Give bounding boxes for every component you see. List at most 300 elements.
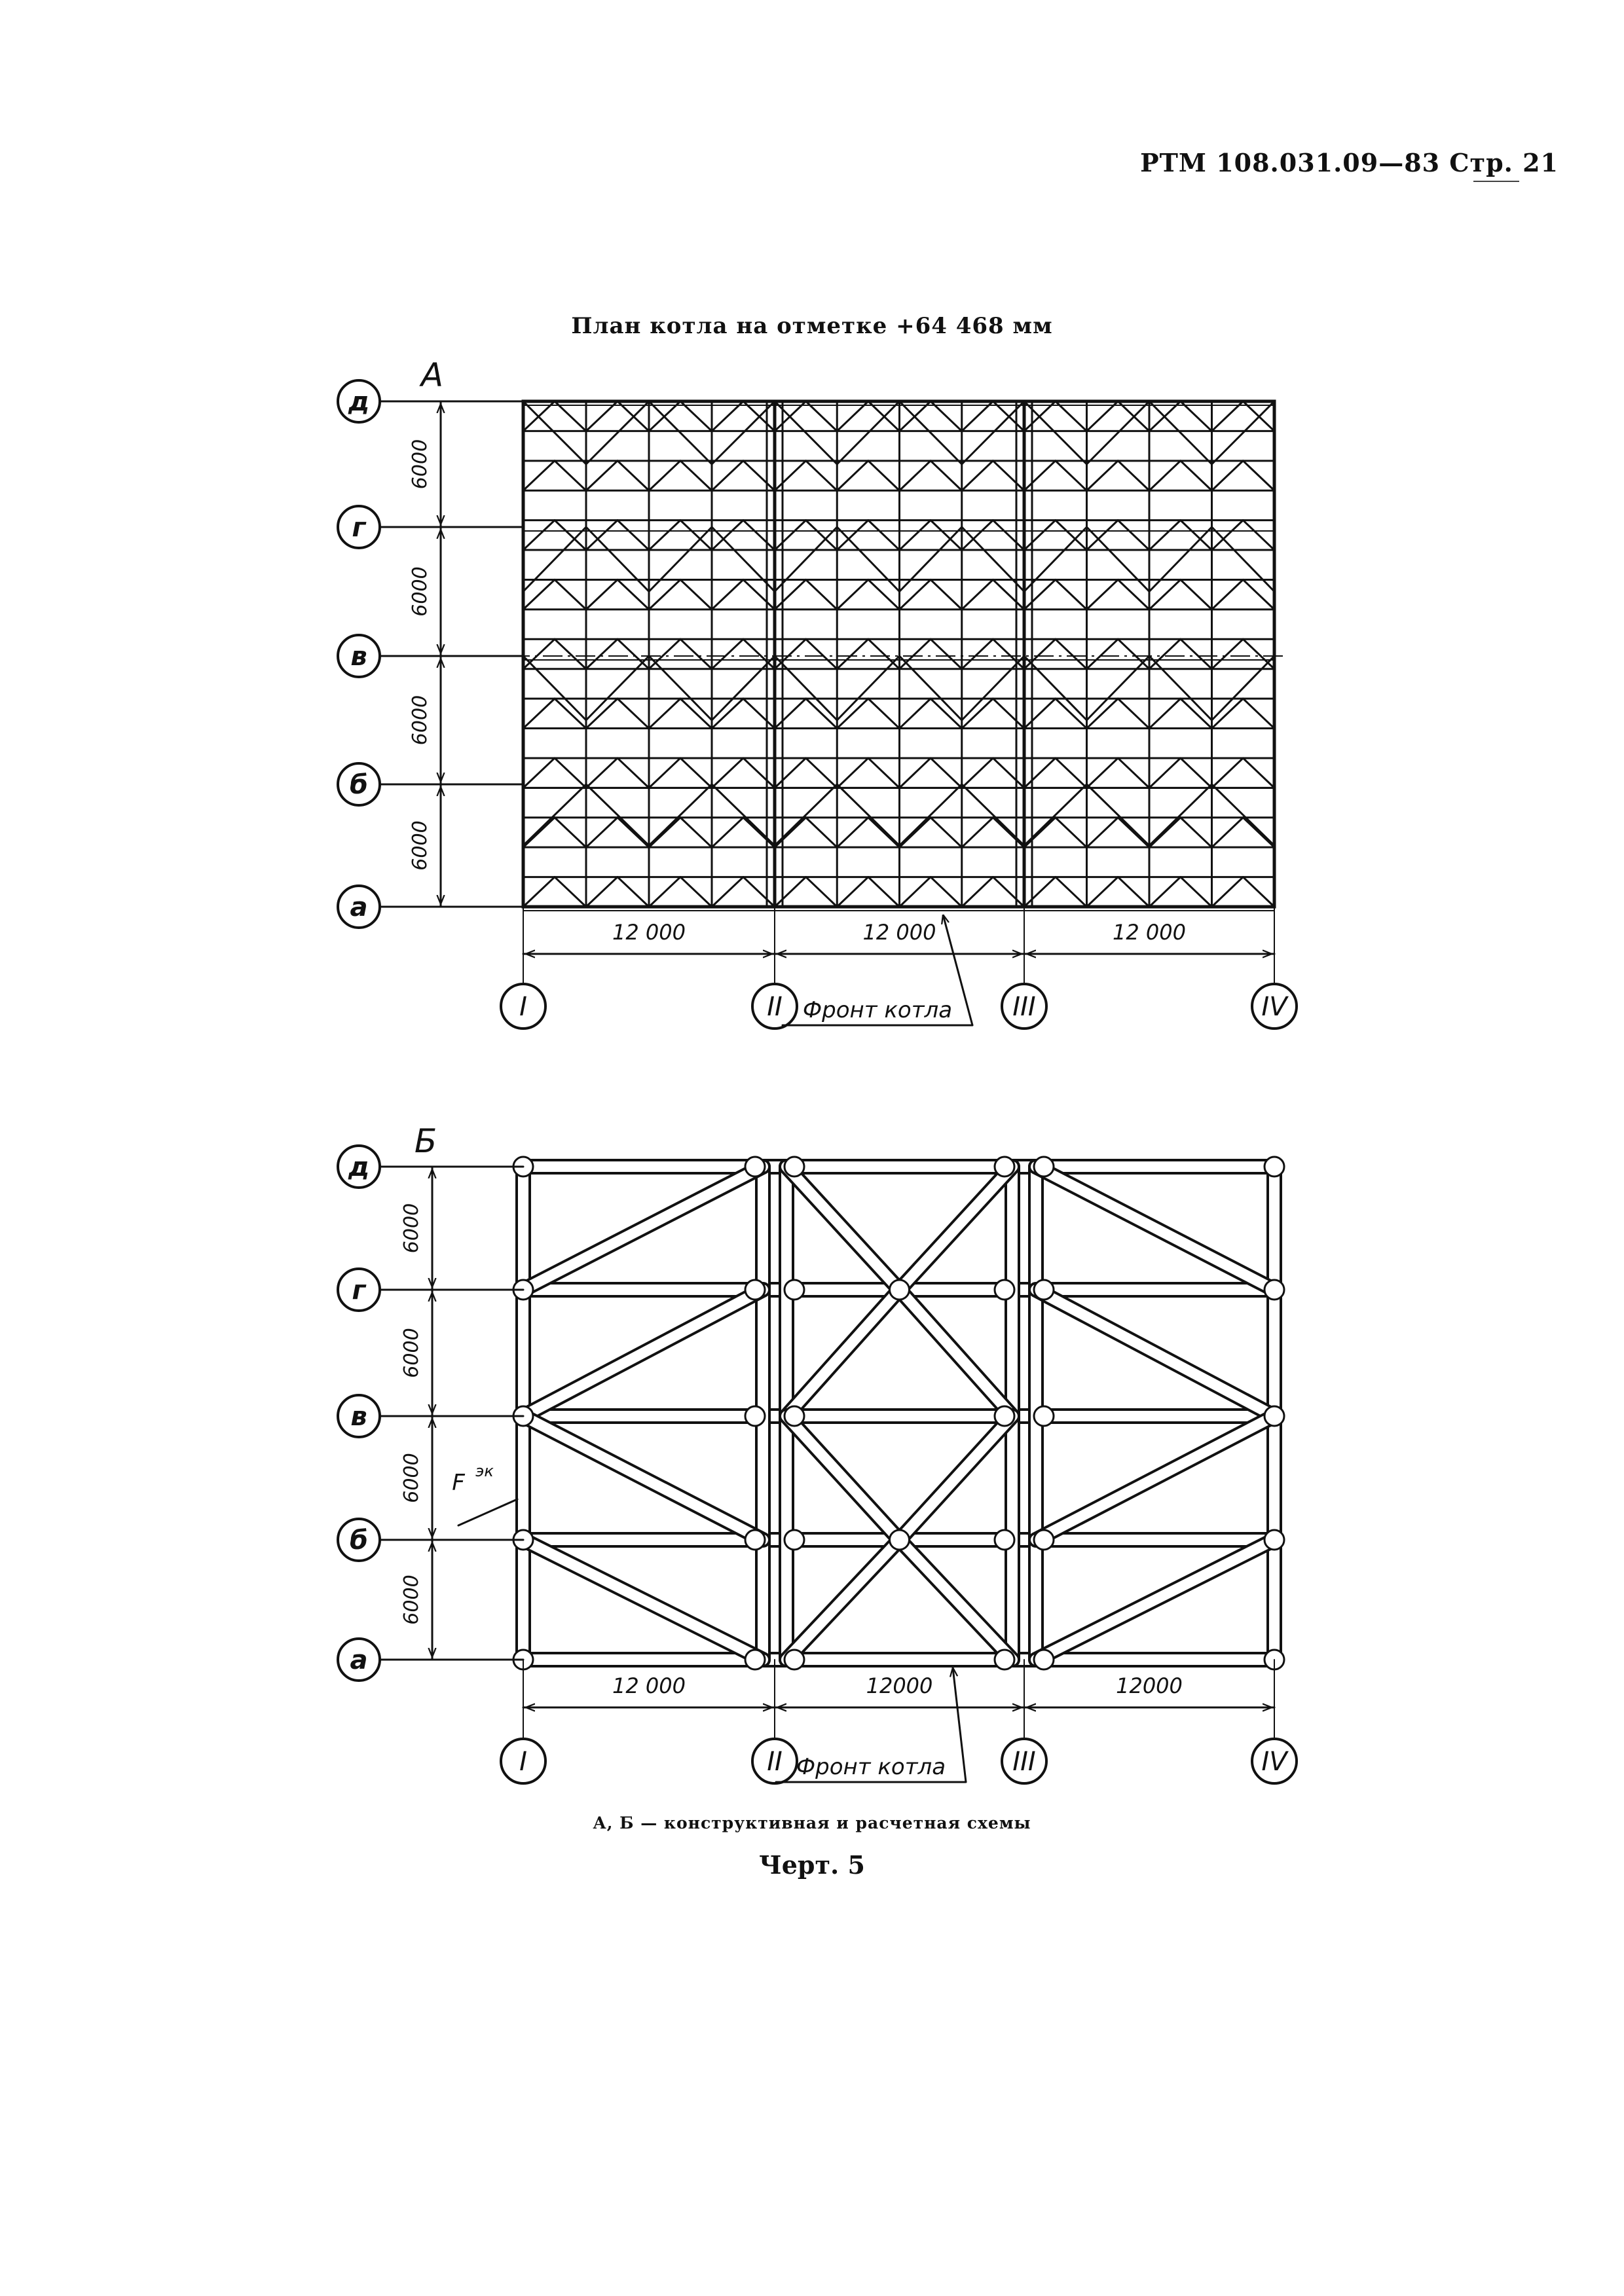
diagonal-brace (649, 527, 712, 592)
diagonal-brace (993, 461, 1024, 490)
diagonal-brace (1181, 818, 1212, 847)
diagonal-brace (1149, 656, 1212, 720)
diagonal-brace (1118, 758, 1149, 788)
diagonal-brace (1243, 520, 1274, 550)
diagonal-brace (868, 520, 900, 550)
diagonal-brace (586, 784, 649, 846)
diagonal-brace (1087, 656, 1150, 720)
diagonal-tube-core (786, 1167, 900, 1290)
diagonal-brace (868, 461, 900, 490)
column-spacing-label: 12 000 (862, 920, 936, 945)
diagonal-brace (680, 579, 712, 609)
row-axis-label: в (350, 642, 367, 672)
diagonal-tube-core (786, 1416, 900, 1540)
row-spacing-label: 6000 (409, 820, 432, 871)
diagonal-brace (900, 401, 962, 464)
node (784, 1157, 804, 1176)
diagonal-brace (806, 818, 838, 847)
diagonal-brace (712, 784, 775, 846)
diagonal-brace (555, 877, 586, 907)
diagonal-brace (837, 656, 899, 720)
diagonal-tube-core (523, 1416, 763, 1540)
diagonal-brace (1149, 758, 1181, 788)
diagonal-brace (555, 520, 586, 550)
diagonal-brace (1118, 639, 1149, 668)
diagonal-brace (1181, 758, 1212, 788)
column-axis-label: III (1012, 1747, 1036, 1777)
node (745, 1157, 765, 1176)
diagonal-brace (1024, 818, 1056, 847)
diagonal-brace (1181, 639, 1212, 668)
diagonal-brace (962, 527, 1024, 592)
diagonal-brace (931, 520, 962, 550)
diagonal-brace (1212, 401, 1275, 464)
diagonal-brace (523, 639, 555, 668)
diagonal-brace (931, 877, 962, 907)
node (784, 1280, 804, 1300)
row-axis-label: а (350, 892, 368, 922)
diagonal-brace (649, 699, 680, 728)
row-spacing-label: 6000 (400, 1575, 423, 1625)
column-spacing-label: 12 000 (1113, 920, 1186, 945)
row-axis-label: б (350, 770, 368, 800)
diagonal-brace (712, 758, 743, 788)
diagonal-brace (1118, 520, 1149, 550)
diagonal-brace (1024, 699, 1056, 728)
node (784, 1530, 804, 1550)
diagonal-brace (806, 461, 838, 490)
diagonal-brace (1243, 699, 1274, 728)
diagonal-brace (1087, 758, 1118, 788)
diagonal-brace (775, 520, 806, 550)
diagonal-brace (1087, 877, 1118, 907)
diagonal-brace (1212, 579, 1244, 609)
diagonal-brace (1024, 784, 1087, 846)
drawing-number: Черт. 5 (759, 1850, 865, 1880)
diagonal-brace (712, 877, 743, 907)
diagonal-brace (555, 639, 586, 668)
diagonal-brace (618, 877, 649, 907)
diagonal-brace (1024, 656, 1087, 720)
front-leader-arrow (953, 1667, 966, 1782)
diagonal-brace (618, 520, 649, 550)
diagonal-brace (806, 639, 838, 668)
diagonal-brace (868, 639, 900, 668)
node (890, 1280, 910, 1300)
diagonal-brace (523, 656, 586, 720)
diagonal-brace (743, 461, 775, 490)
diagonal-brace (680, 520, 712, 550)
diagonal-brace (586, 639, 618, 668)
diagonal-brace (962, 579, 993, 609)
diagonal-brace (743, 877, 775, 907)
diagonal-tube-core (786, 1540, 900, 1660)
diagonal-tube-core (1036, 1167, 1274, 1290)
node (784, 1406, 804, 1426)
node (890, 1530, 910, 1550)
diagonal-brace (1212, 758, 1244, 788)
page-header: РТМ 108.031.09—83 Стр. 21 (1140, 148, 1559, 177)
diagonal-brace (1024, 520, 1056, 550)
diagonal-brace (837, 527, 899, 592)
node (1034, 1157, 1054, 1176)
diagonal-brace (993, 877, 1024, 907)
diagonal-brace (586, 579, 618, 609)
diagonal-brace (993, 818, 1024, 847)
diagonal-brace (586, 401, 649, 464)
node (745, 1280, 765, 1300)
diagonal-brace (649, 579, 680, 609)
front-label: Фронт котла (802, 997, 953, 1023)
diagonal-brace (586, 758, 618, 788)
diagonal-brace (523, 818, 555, 847)
diagonal-brace (555, 818, 586, 847)
diagonal-brace (1056, 818, 1087, 847)
diagonal-brace (993, 520, 1024, 550)
diagonal-brace (1243, 461, 1274, 490)
diagonal-brace (523, 527, 586, 592)
diagonal-brace (1087, 639, 1118, 668)
diagonal-tube-core (900, 1290, 1013, 1416)
row-spacing-label: 6000 (400, 1203, 423, 1254)
diagonal-brace (993, 699, 1024, 728)
diagonal-brace (837, 784, 899, 846)
diagonal-brace (1243, 579, 1274, 609)
diagonal-brace (837, 461, 868, 490)
diagonal-brace (743, 579, 775, 609)
diagonal-brace (649, 758, 680, 788)
node (784, 1650, 804, 1669)
node (745, 1650, 765, 1669)
diagonal-tube-core (523, 1290, 763, 1416)
diagonal-brace (586, 656, 649, 720)
diagonal-brace (712, 527, 775, 592)
node (995, 1650, 1014, 1669)
diagonal-brace (523, 758, 555, 788)
diagonal-brace (900, 818, 931, 847)
diagonal-brace (1087, 461, 1118, 490)
diagonal-brace (1024, 401, 1087, 464)
node (1264, 1530, 1284, 1550)
diagonal-brace (680, 758, 712, 788)
diagonal-brace (1056, 639, 1087, 668)
diagonal-brace (993, 579, 1024, 609)
diagonal-brace (649, 639, 680, 668)
diagonal-brace (962, 656, 1024, 720)
diagonal-brace (1087, 527, 1150, 592)
diagonal-brace (649, 818, 680, 847)
diagonal-brace (1212, 784, 1275, 846)
diagonal-brace (993, 639, 1024, 668)
diagonal-brace (1212, 461, 1244, 490)
node (1034, 1530, 1054, 1550)
diagonal-brace (1149, 699, 1181, 728)
diagonal-tube-core (786, 1290, 900, 1416)
diagonal-brace (1149, 818, 1181, 847)
diagonal-brace (555, 579, 586, 609)
diagonal-brace (1024, 579, 1056, 609)
diagonal-brace (1212, 656, 1275, 720)
diagonal-brace (962, 639, 993, 668)
diagonal-brace (900, 758, 931, 788)
diagonal-brace (743, 639, 775, 668)
diagonal-brace (775, 818, 806, 847)
diagonal-brace (712, 461, 743, 490)
drawing-caption: А, Б — конструктивная и расчетная схемы (593, 1813, 1031, 1832)
diagonal-brace (649, 401, 712, 464)
diagonal-brace (618, 758, 649, 788)
diagonal-brace (1212, 877, 1244, 907)
diagonal-brace (1087, 401, 1150, 464)
diagonal-tube-core (1036, 1540, 1274, 1660)
row-spacing-label: 6000 (409, 566, 432, 617)
diagonal-brace (775, 401, 837, 464)
diagonal-brace (618, 461, 649, 490)
diagonal-brace (1087, 520, 1118, 550)
diagonal-brace (1024, 639, 1056, 668)
diagonal-brace (1024, 461, 1056, 490)
diagonal-brace (523, 579, 555, 609)
column-axis-label: III (1012, 992, 1036, 1022)
diagonal-brace (962, 877, 993, 907)
node (995, 1280, 1014, 1300)
diagonal-brace (523, 784, 586, 846)
diagonal-brace (523, 877, 555, 907)
diagonal-brace (775, 579, 806, 609)
diagonal-brace (555, 461, 586, 490)
diagonal-brace (775, 527, 837, 592)
diagonal-tube-core (1036, 1290, 1274, 1416)
diagonal-brace (649, 520, 680, 550)
diagonal-brace (1056, 877, 1087, 907)
diagonal-brace (1181, 877, 1212, 907)
diagonal-brace (900, 639, 931, 668)
diagonal-brace (680, 877, 712, 907)
diagonal-brace (775, 784, 837, 846)
diagonal-brace (806, 758, 838, 788)
diagonal-brace (1181, 579, 1212, 609)
diagonal-brace (680, 639, 712, 668)
column-axis-label: I (519, 1747, 527, 1777)
diagonal-brace (962, 758, 993, 788)
diagonal-brace (1149, 877, 1181, 907)
diagonal-tube-core (900, 1416, 1013, 1540)
column-axis-label: I (519, 992, 527, 1022)
diagonal-tube-core (1036, 1416, 1274, 1540)
diagonal-brace (1149, 461, 1181, 490)
diagonal-brace (1212, 639, 1244, 668)
row-axis-label: г (352, 1275, 366, 1305)
diagonal-brace (775, 758, 806, 788)
diagonal-tube-core (900, 1167, 1013, 1290)
diagonal-brace (900, 461, 931, 490)
row-axis-label: а (350, 1645, 368, 1675)
diagonal-brace (1243, 877, 1274, 907)
diagonal-brace (931, 579, 962, 609)
diagonal-brace (806, 877, 838, 907)
diagonal-brace (837, 758, 868, 788)
diagonal-brace (900, 656, 962, 720)
diagonal-brace (555, 758, 586, 788)
node (1034, 1406, 1054, 1426)
column-spacing-label: 12 000 (612, 920, 686, 945)
node (1264, 1157, 1284, 1176)
node (995, 1530, 1014, 1550)
diagonal-brace (743, 758, 775, 788)
diagonal-brace (868, 699, 900, 728)
diagonal-brace (868, 579, 900, 609)
diagonal-brace (1087, 784, 1150, 846)
diagonal-tube-core (900, 1540, 1013, 1660)
diagonal-brace (900, 579, 931, 609)
element-label-superscript: эк (475, 1462, 494, 1480)
diagonal-brace (743, 699, 775, 728)
diagonal-brace (1243, 818, 1274, 847)
diagonal-brace (1243, 758, 1274, 788)
diagonal-brace (962, 520, 993, 550)
diagonal-brace (1056, 758, 1087, 788)
diagonal-brace (1024, 527, 1087, 592)
diagonal-brace (1212, 520, 1244, 550)
diagonal-brace (1118, 877, 1149, 907)
diagonal-brace (1149, 401, 1212, 464)
row-axis-label: д (348, 387, 370, 417)
diagonal-brace (775, 461, 806, 490)
diagonal-brace (712, 579, 743, 609)
diagram-a-constructive-scheme (338, 356, 1297, 1029)
node (1264, 1406, 1284, 1426)
column-spacing-label: 12 000 (612, 1673, 686, 1698)
diagonal-brace (618, 579, 649, 609)
diagonal-tube-core (523, 1540, 763, 1660)
column-spacing-label: 12000 (1116, 1673, 1183, 1698)
diagonal-brace (1243, 639, 1274, 668)
row-spacing-label: 6000 (400, 1328, 423, 1378)
diagonal-brace (1149, 639, 1181, 668)
diagonal-brace (586, 520, 618, 550)
diagonal-brace (993, 758, 1024, 788)
row-axis-label: г (352, 513, 366, 543)
diagonal-brace (586, 877, 618, 907)
diagonal-brace (868, 818, 900, 847)
diagonal-brace (1212, 527, 1275, 592)
diagonal-brace (743, 520, 775, 550)
column-spacing-label: 12000 (866, 1673, 933, 1698)
diagonal-brace (743, 818, 775, 847)
diagonal-brace (1118, 699, 1149, 728)
diagonal-brace (649, 656, 712, 720)
diagonal-brace (868, 877, 900, 907)
element-label-leader (458, 1499, 517, 1525)
diagonal-brace (649, 877, 680, 907)
diagram-b-calculation-scheme (338, 1122, 1297, 1783)
diagonal-brace (1149, 579, 1181, 609)
diagonal-brace (900, 784, 962, 846)
diagonal-brace (523, 461, 555, 490)
row-spacing-label: 6000 (400, 1453, 423, 1503)
diagonal-brace (1087, 818, 1118, 847)
diagonal-brace (1181, 520, 1212, 550)
diagonal-brace (775, 699, 806, 728)
diagonal-brace (1056, 461, 1087, 490)
diagonal-brace (1024, 877, 1056, 907)
diagonal-brace (962, 818, 993, 847)
row-axis-label: д (348, 1152, 370, 1182)
diagonal-brace (1149, 527, 1212, 592)
diagonal-brace (586, 461, 618, 490)
diagonal-tube-core (523, 1167, 763, 1290)
node (995, 1157, 1014, 1176)
diagonal-brace (931, 461, 962, 490)
diagram-label: А (420, 356, 444, 394)
diagonal-brace (1149, 520, 1181, 550)
diagonal-brace (712, 401, 775, 464)
node (745, 1530, 765, 1550)
plan-title: План котла на отметке +64 468 мм (571, 313, 1053, 339)
diagonal-brace (680, 461, 712, 490)
diagonal-brace (1181, 461, 1212, 490)
diagonal-brace (586, 818, 618, 847)
diagonal-brace (962, 401, 1024, 464)
diagonal-brace (931, 818, 962, 847)
diagonal-brace (712, 818, 743, 847)
row-axis-label: в (350, 1402, 367, 1432)
diagonal-brace (649, 461, 680, 490)
diagonal-brace (1087, 579, 1118, 609)
diagonal-brace (1056, 520, 1087, 550)
diagonal-brace (868, 758, 900, 788)
row-spacing-label: 6000 (409, 695, 432, 746)
diagonal-brace (1118, 461, 1149, 490)
diagonal-brace (712, 520, 743, 550)
node (995, 1406, 1014, 1426)
diagonal-brace (837, 818, 868, 847)
diagonal-brace (775, 639, 806, 668)
diagonal-brace (931, 639, 962, 668)
diagonal-brace (1149, 784, 1212, 846)
diagonal-brace (837, 401, 899, 464)
diagonal-brace (712, 639, 743, 668)
diagonal-brace (900, 520, 931, 550)
diagonal-brace (618, 699, 649, 728)
diagonal-brace (1212, 818, 1244, 847)
diagonal-brace (900, 877, 931, 907)
row-spacing-label: 6000 (409, 439, 432, 490)
diagonal-brace (900, 699, 931, 728)
diagonal-brace (806, 520, 838, 550)
row-axis-label: б (350, 1525, 368, 1556)
diagonal-brace (837, 877, 868, 907)
column-axis-label: IV (1261, 992, 1287, 1022)
column-axis-label: IV (1261, 1747, 1287, 1777)
diagonal-brace (1118, 818, 1149, 847)
diagonal-brace (586, 527, 649, 592)
column-axis-label: II (767, 992, 783, 1022)
diagonal-brace (775, 877, 806, 907)
diagonal-brace (837, 579, 868, 609)
diagonal-brace (931, 758, 962, 788)
diagonal-brace (1118, 579, 1149, 609)
diagonal-brace (962, 461, 993, 490)
node (745, 1406, 765, 1426)
diagonal-brace (523, 520, 555, 550)
diagonal-brace (806, 579, 838, 609)
diagonal-brace (1024, 758, 1056, 788)
diagram-label: Б (414, 1122, 437, 1160)
node (1034, 1280, 1054, 1300)
node (1034, 1650, 1054, 1669)
diagonal-brace (618, 639, 649, 668)
